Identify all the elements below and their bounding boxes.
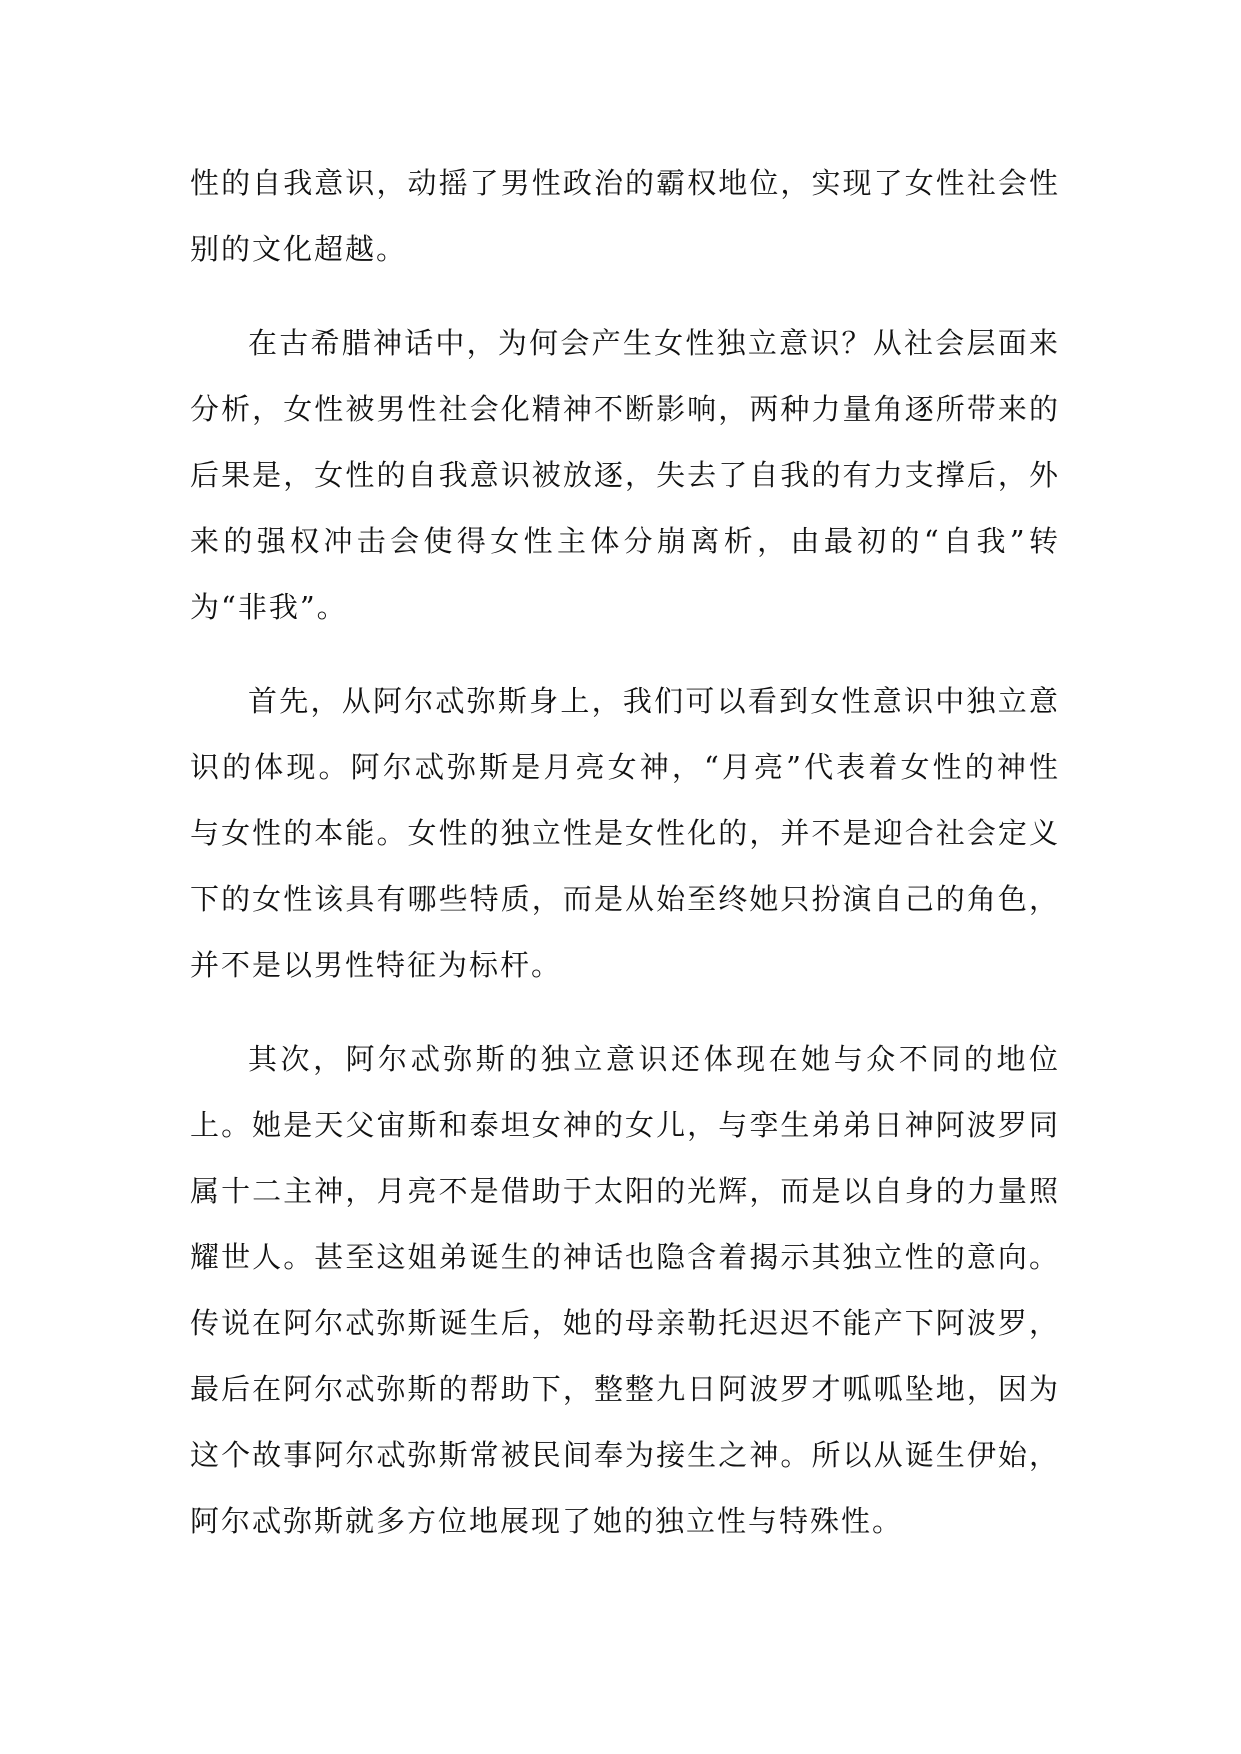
paragraph-origin-of-female-independence: 在古希腊神话中，为何会产生女性独立意识？从社会层面来分析，女性被男性社会化精神不断影响，两种力量角逐所带来的后果是，女性的自我意识被放逐，失去了自我的有力支撑后，外来的强权冲击会使得女性主体分崩离析，由最初的“自我”转为“非我”。 (190, 326, 1060, 624)
paragraph-artemis-status: 其次，阿尔忒弥斯的独立意识还体现在她与众不同的地位上。她是天父宙斯和泰坦女神的女儿，与孪生弟弟日神阿波罗同属十二主神，月亮不是借助于太阳的光辉，而是以自身的力量照耀世人。甚至这姐弟诞生的神话也隐含着揭示其独立性的意向。传说在阿尔忒弥斯诞生后，她的母亲勒托迟迟不能产下阿波罗，最后在阿尔忒弥斯的帮助下，整整九日阿波罗才呱呱坠地，因为这个故事阿尔忒弥斯常被民间奉为接生之神。所以从诞生伊始，阿尔忒弥斯就多方位地展现了她的独立性与特殊性。 (190, 1042, 1060, 1538)
paragraph-artemis-independence: 首先，从阿尔忒弥斯身上，我们可以看到女性意识中独立意识的体现。阿尔忒弥斯是月亮女神，“月亮”代表着女性的神性与女性的本能。女性的独立性是女性化的，并不是迎合社会定义下的女性该具有哪些特质，而是从始至终她只扮演自己的角色，并不是以男性特征为标杆。 (190, 684, 1060, 982)
body-text (190, 150, 1060, 1554)
paragraph-continued: 性的自我意识，动摇了男性政治的霸权地位，实现了女性社会性别的文化超越。 (190, 166, 1060, 266)
